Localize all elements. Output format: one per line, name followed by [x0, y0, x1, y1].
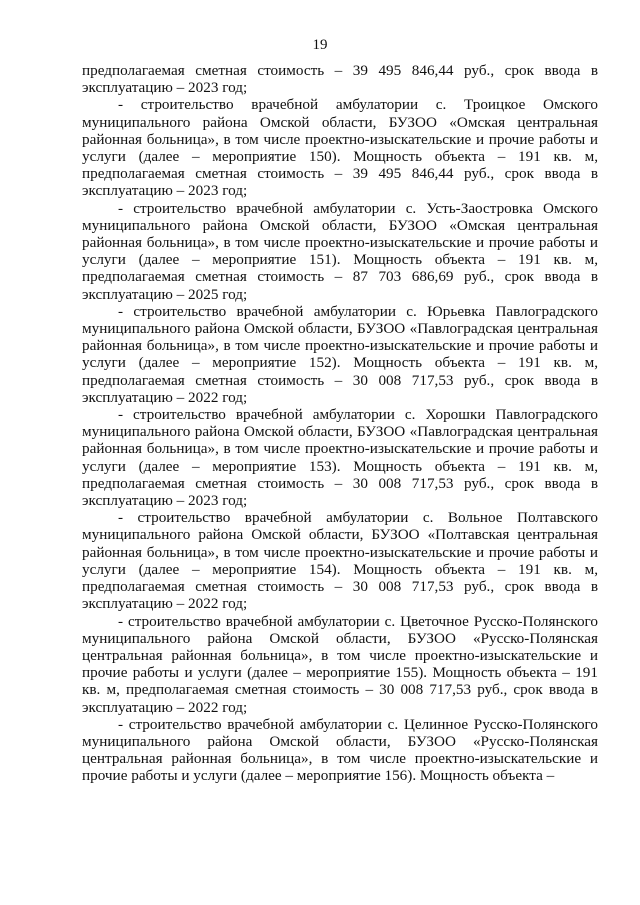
paragraph-measure-155: - строительство врачебной амбулатории с. Цветочное Русско-Полянского муниципального района Омской области, БУЗОО «Русско-Полянская центральная районная больница», в том числе проектно-изыскательские и прочие работы и услуги (далее – мероприятие 155). Мощность объекта – 191 кв. м, предполагаемая сметная стоимость – 30 008 717,53 руб., срок ввода в эксплуатацию – 2022 год;	[82, 612, 598, 716]
paragraph-measure-150: - строительство врачебной амбулатории с. Троицкое Омского муниципального района Омской области, БУЗОО «Омская центральная районная больница», в том числе проектно-изыскательские и прочие работы и услуги (далее – мероприятие 150). Мощность объекта – 191 кв. м, предполагаемая сметная стоимость – 39 495 846,44 руб., срок ввода в эксплуатацию – 2023 год;	[82, 96, 598, 200]
paragraph-measure-156: - строительство врачебной амбулатории с. Целинное Русско-Полянского муниципального района Омской области, БУЗОО «Русско-Полянская центральная районная больница», в том числе проектно-изыскательские и прочие работы и услуги (далее – мероприятие 156). Мощность объекта –	[82, 715, 598, 785]
page-number: 19	[312, 37, 328, 53]
paragraph-measure-151: - строительство врачебной амбулатории с. Усть-Заостровка Омского муниципального района Омской области, БУЗОО «Омская центральная районная больница», в том числе проектно-изыскательские и прочие работы и услуги (далее – мероприятие 151). Мощность объекта – 191 кв. м, предполагаемая сметная стоимость – 87 703 686,69 руб., срок ввода в эксплуатацию – 2025 год;	[82, 199, 598, 303]
document-body	[82, 62, 598, 785]
paragraph-measure-152: - строительство врачебной амбулатории с. Юрьевка Павлоградского муниципального района Омской области, БУЗОО «Павлоградская центральная районная больница», в том числе проектно-изыскательские и прочие работы и услуги (далее – мероприятие 152). Мощность объекта – 191 кв. м, предполагаемая сметная стоимость – 30 008 717,53 руб., срок ввода в эксплуатацию – 2022 год;	[82, 302, 598, 406]
paragraph-measure-153: - строительство врачебной амбулатории с. Хорошки Павлоградского муниципального района Омской области, БУЗОО «Павлоградская центральная районная больница», в том числе проектно-изыскательские и прочие работы и услуги (далее – мероприятие 153). Мощность объекта – 191 кв. м, предполагаемая сметная стоимость – 30 008 717,53 руб., срок ввода в эксплуатацию – 2023 год;	[82, 406, 598, 510]
paragraph-measure-154: - строительство врачебной амбулатории с. Вольное Полтавского муниципального района Омской области, БУЗОО «Полтавская центральная районная больница», в том числе проектно-изыскательские и прочие работы и услуги (далее – мероприятие 154). Мощность объекта – 191 кв. м, предполагаемая сметная стоимость – 30 008 717,53 руб., срок ввода в эксплуатацию – 2022 год;	[82, 509, 598, 613]
paragraph-continuation: предполагаемая сметная стоимость – 39 495 846,44 руб., срок ввода в эксплуатацию – 2023 год;	[82, 62, 598, 97]
